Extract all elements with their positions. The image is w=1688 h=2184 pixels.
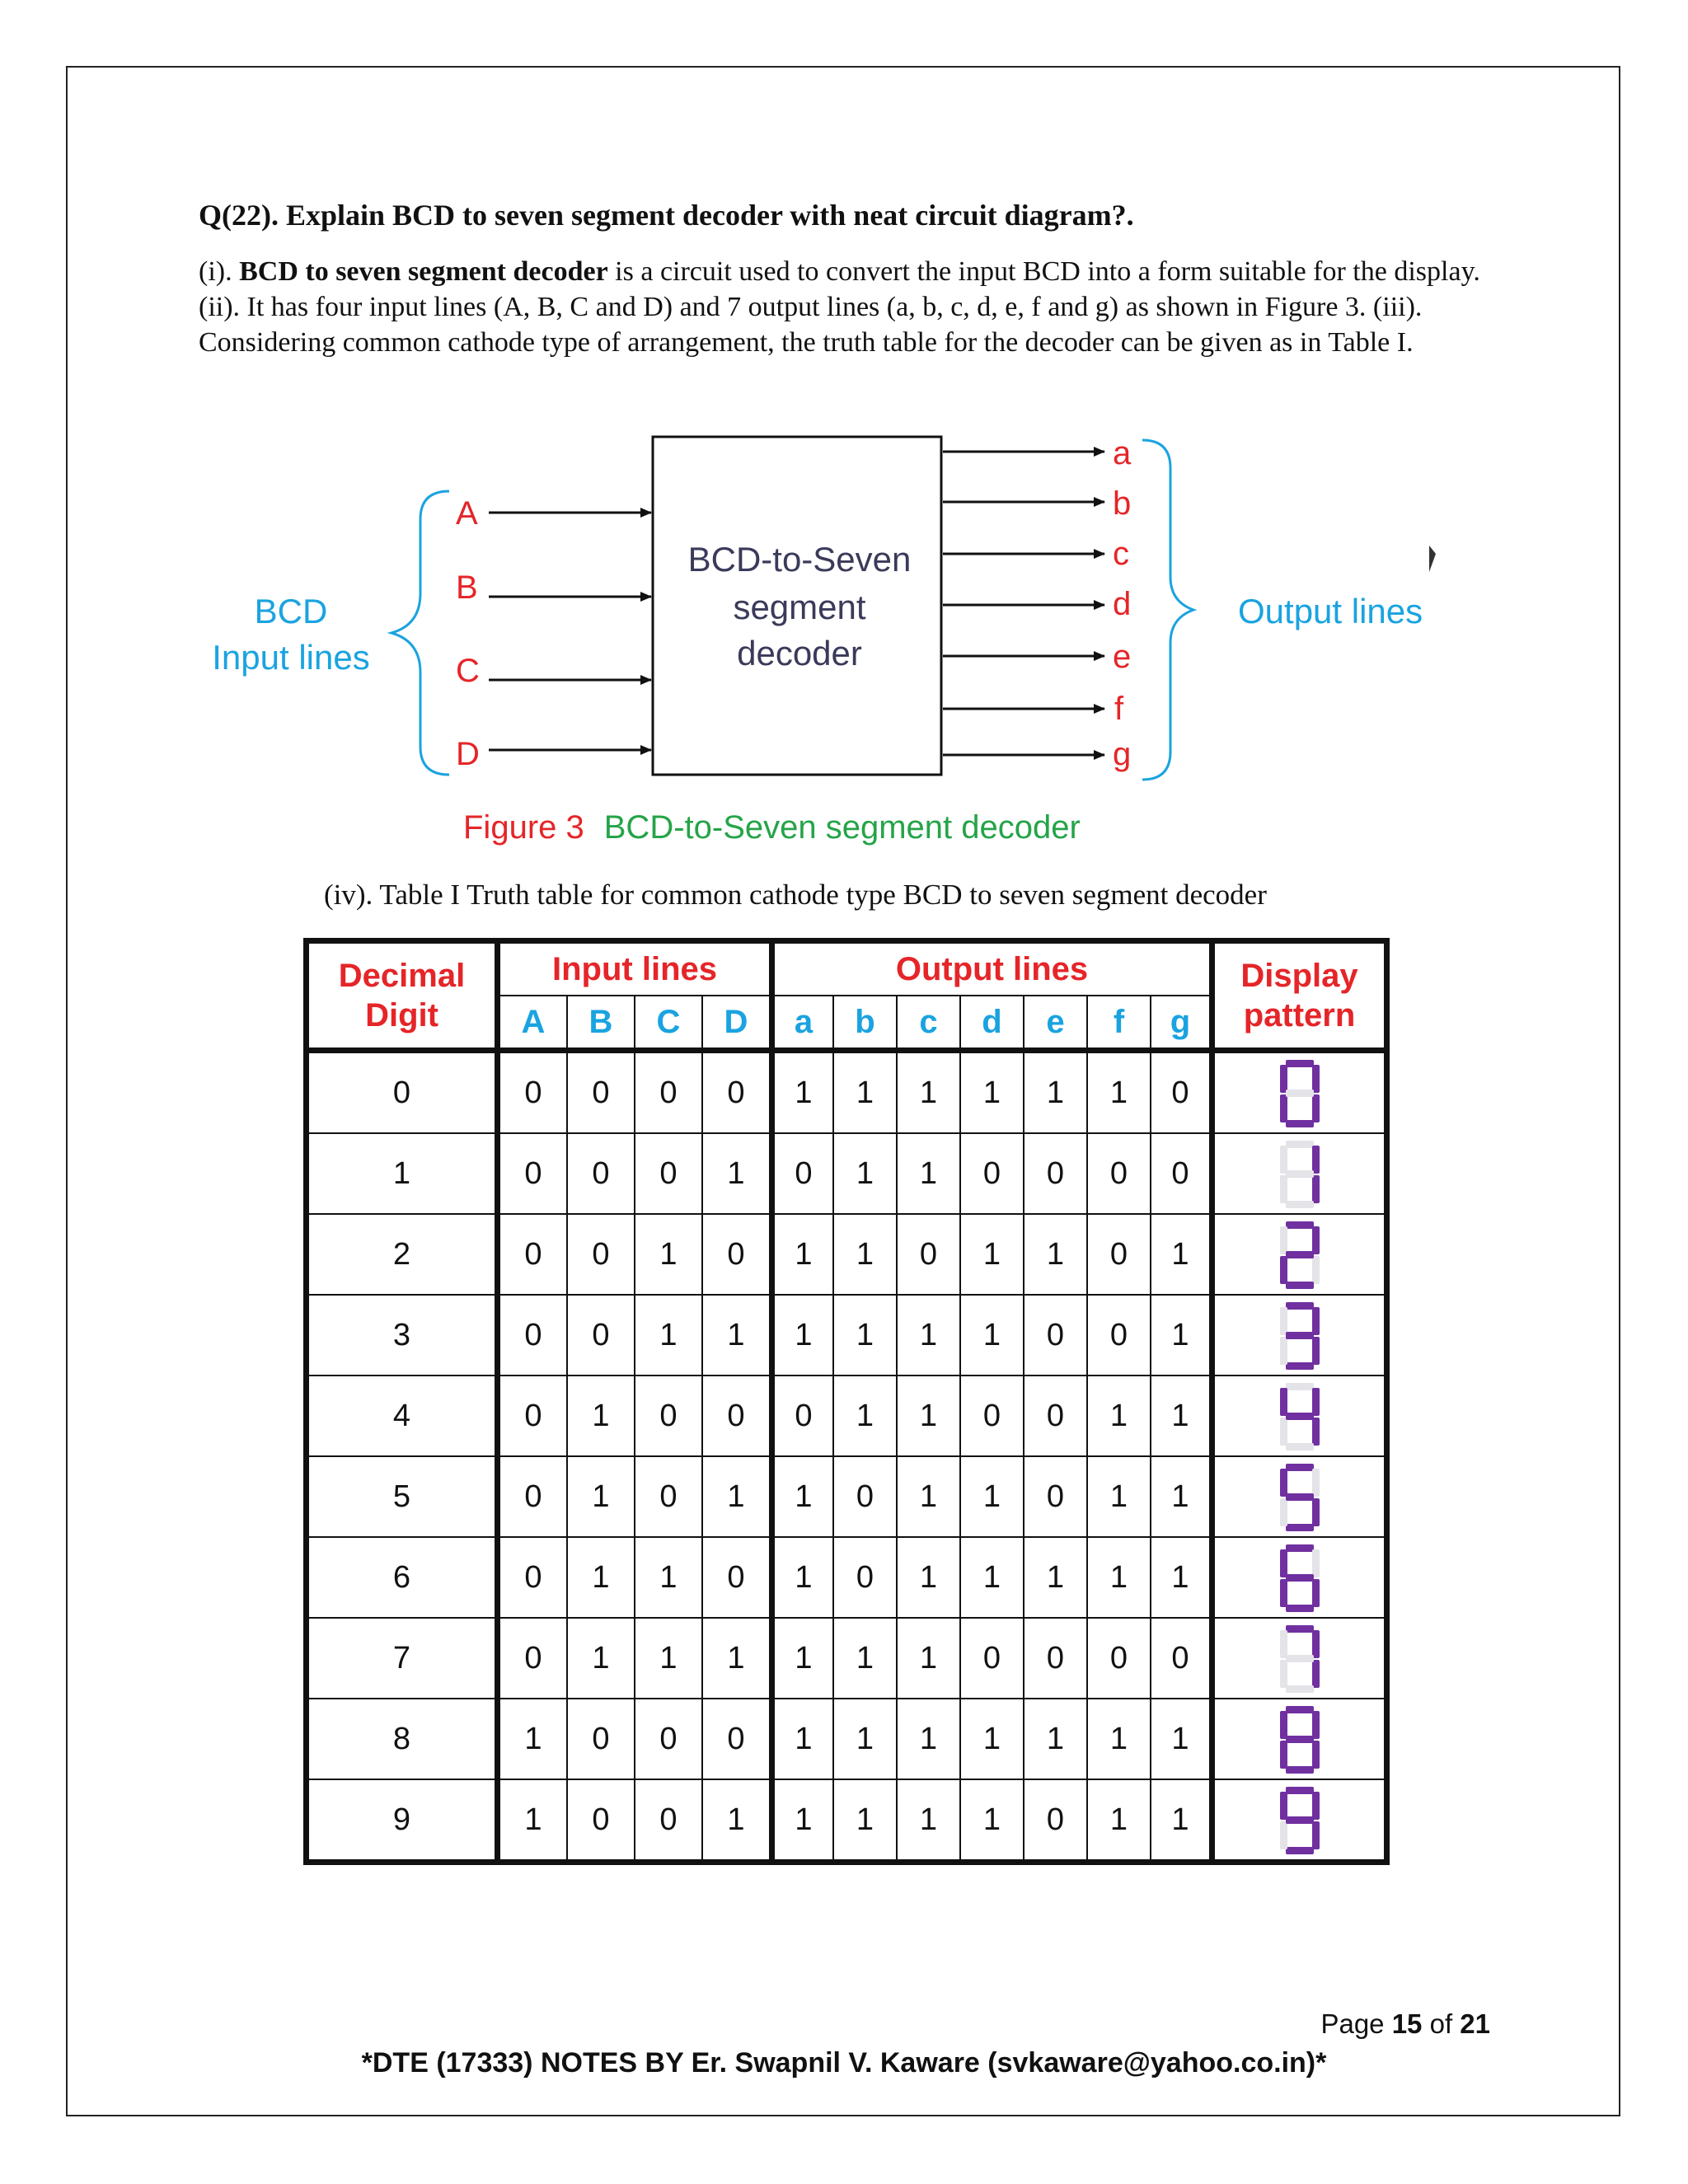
input-bit-cell: 0 — [498, 1537, 568, 1618]
output-bit-cell: 0 — [960, 1618, 1024, 1699]
decimal-digit-cell: 3 — [307, 1295, 498, 1376]
output-bit-cell: 1 — [772, 1214, 834, 1295]
output-bit-cell: 0 — [1087, 1618, 1151, 1699]
input-bit-cell: 0 — [498, 1376, 568, 1456]
output-bit-cell: 0 — [833, 1456, 897, 1537]
box-line-3: decoder — [737, 634, 862, 673]
table-row — [307, 1779, 1387, 1863]
output-label-d: d — [1113, 586, 1132, 622]
input-bit-cell: 0 — [567, 1779, 635, 1863]
page-number: Page 15 of 21 — [1320, 2008, 1490, 2039]
segment-c — [1312, 1741, 1320, 1769]
decimal-digit-cell: 0 — [307, 1051, 498, 1134]
segment-c — [1312, 1498, 1320, 1526]
segment-g — [1286, 1493, 1314, 1501]
display-pattern-cell — [1212, 1214, 1387, 1295]
output-bit-cell: 1 — [833, 1051, 897, 1134]
input-bit-cell: 0 — [498, 1618, 568, 1699]
segment-e — [1280, 1256, 1287, 1284]
box-line-2: segment — [733, 588, 866, 626]
output-bit-cell: 1 — [833, 1618, 897, 1699]
output-brace — [1142, 440, 1193, 780]
output-bit-cell: 0 — [1151, 1051, 1212, 1134]
question-title: Q(22). Explain BCD to seven segment decoder with neat circuit diagram?. — [199, 199, 1134, 232]
output-bit-cell: 1 — [897, 1376, 960, 1456]
output-bit-cell: 1 — [833, 1699, 897, 1779]
segment-e — [1280, 1498, 1287, 1526]
display-pattern-cell — [1212, 1779, 1387, 1863]
display-pattern-cell — [1212, 1618, 1387, 1699]
output-bit-cell: 1 — [1151, 1699, 1212, 1779]
segment-e — [1280, 1094, 1287, 1122]
footer-note: *DTE (17333) NOTES BY Er. Swapnil V. Kaware (svkaware@yahoo.co.in)* — [361, 2047, 1327, 2079]
output-bit-cell: 0 — [1087, 1133, 1151, 1214]
output-bit-cell: 1 — [772, 1537, 834, 1618]
segment-f — [1280, 1226, 1287, 1254]
seven-segment-glyph — [1279, 1381, 1320, 1451]
stray-mark — [1429, 546, 1436, 572]
decimal-digit-cell: 9 — [307, 1779, 498, 1863]
table-row — [307, 1376, 1387, 1456]
output-bit-cell: 1 — [960, 1537, 1024, 1618]
output-bit-cell: 1 — [1087, 1376, 1151, 1456]
col-g-lower: g — [1151, 996, 1212, 1051]
output-bit-cell: 1 — [772, 1295, 834, 1376]
input-label-a: A — [456, 495, 478, 532]
input-bit-cell: 0 — [635, 1456, 702, 1537]
output-bit-cell: 1 — [1087, 1537, 1151, 1618]
output-bit-cell: 1 — [960, 1699, 1024, 1779]
seven-segment-glyph — [1279, 1785, 1320, 1854]
output-bit-cell: 1 — [833, 1133, 897, 1214]
output-bit-cell: 1 — [960, 1051, 1024, 1134]
display-pattern-cell — [1212, 1051, 1387, 1134]
col-d-upper: D — [702, 996, 772, 1051]
input-bit-cell: 1 — [567, 1537, 635, 1618]
input-bit-cell: 0 — [498, 1214, 568, 1295]
input-bit-cell: 0 — [635, 1133, 702, 1214]
input-bit-cell: 0 — [567, 1214, 635, 1295]
output-bit-cell: 1 — [1087, 1779, 1151, 1863]
segment-f — [1280, 1146, 1287, 1174]
segment-c — [1312, 1337, 1320, 1365]
output-bit-cell: 1 — [772, 1618, 834, 1699]
input-bit-cell: 1 — [567, 1456, 635, 1537]
table-row — [307, 1051, 1387, 1134]
table-row — [307, 1699, 1387, 1779]
output-label-e: e — [1113, 639, 1132, 675]
seven-segment-glyph — [1279, 1139, 1320, 1208]
seven-segment-glyph — [1279, 1058, 1320, 1127]
input-bit-cell: 0 — [498, 1456, 568, 1537]
input-bit-cell: 1 — [498, 1779, 568, 1863]
output-bit-cell: 1 — [897, 1537, 960, 1618]
output-bit-cell: 0 — [897, 1214, 960, 1295]
segment-f — [1280, 1307, 1287, 1335]
output-bit-cell: 1 — [897, 1295, 960, 1376]
para-prefix: (i). — [199, 256, 240, 287]
segment-g — [1286, 1090, 1314, 1097]
truth-table — [303, 938, 1390, 1865]
input-bit-cell: 0 — [702, 1537, 772, 1618]
segment-d — [1286, 1362, 1314, 1370]
decimal-digit-cell: 5 — [307, 1456, 498, 1537]
output-bit-cell: 1 — [772, 1456, 834, 1537]
output-bit-cell: 1 — [897, 1779, 960, 1863]
segment-e — [1280, 1175, 1287, 1203]
segment-a — [1286, 1787, 1314, 1794]
display-pattern-cell — [1212, 1376, 1387, 1456]
output-bit-cell: 1 — [1087, 1699, 1151, 1779]
input-bit-cell: 0 — [635, 1699, 702, 1779]
output-label-b: b — [1113, 485, 1132, 522]
decimal-digit-cell: 2 — [307, 1214, 498, 1295]
display-pattern-cell — [1212, 1699, 1387, 1779]
segment-f — [1280, 1065, 1287, 1093]
output-bit-cell: 0 — [772, 1133, 834, 1214]
segment-d — [1286, 1282, 1314, 1289]
input-bit-cell: 0 — [702, 1699, 772, 1779]
segment-b — [1312, 1146, 1320, 1174]
segment-c — [1312, 1660, 1320, 1688]
output-bit-cell: 0 — [1151, 1618, 1212, 1699]
col-c-upper: C — [635, 996, 702, 1051]
output-bit-cell: 0 — [1087, 1214, 1151, 1295]
output-bit-cell: 1 — [833, 1376, 897, 1456]
para-bold-term: BCD to seven segment decoder — [239, 256, 608, 287]
output-bit-cell: 1 — [1024, 1214, 1087, 1295]
bcd-label-1: BCD — [254, 592, 328, 630]
output-label-c: c — [1113, 536, 1129, 572]
table-row — [307, 1618, 1387, 1699]
input-bit-cell: 1 — [498, 1699, 568, 1779]
input-bit-cell: 1 — [702, 1133, 772, 1214]
output-bit-cell: 1 — [1151, 1295, 1212, 1376]
output-bit-cell: 0 — [833, 1537, 897, 1618]
output-bit-cell: 1 — [772, 1051, 834, 1134]
segment-f — [1280, 1549, 1287, 1577]
segment-g — [1286, 1251, 1314, 1258]
segment-d — [1286, 1443, 1314, 1451]
output-bit-cell: 1 — [1151, 1537, 1212, 1618]
output-bit-cell: 1 — [897, 1618, 960, 1699]
output-bit-cell: 1 — [960, 1214, 1024, 1295]
col-b-lower: b — [833, 996, 897, 1051]
decimal-digit-cell: 8 — [307, 1699, 498, 1779]
box-line-1: BCD-to-Seven — [687, 540, 912, 579]
input-bit-cell: 0 — [567, 1051, 635, 1134]
segment-a — [1286, 1625, 1314, 1633]
table-row — [307, 1537, 1387, 1618]
input-label-c: C — [456, 653, 480, 689]
header-output-lines: Output lines — [772, 941, 1212, 996]
segment-g — [1286, 1170, 1314, 1178]
segment-b — [1312, 1792, 1320, 1820]
output-bit-cell: 1 — [897, 1133, 960, 1214]
seven-segment-glyph — [1279, 1220, 1320, 1289]
output-bit-cell: 1 — [1151, 1779, 1212, 1863]
output-bit-cell: 0 — [1024, 1456, 1087, 1537]
segment-a — [1286, 1221, 1314, 1229]
output-bit-cell: 1 — [1087, 1456, 1151, 1537]
output-bit-cell: 1 — [897, 1699, 960, 1779]
input-bit-cell: 0 — [498, 1295, 568, 1376]
segment-d — [1286, 1847, 1314, 1854]
segment-b — [1312, 1226, 1320, 1254]
seven-segment-glyph — [1279, 1543, 1320, 1612]
display-pattern-cell — [1212, 1537, 1387, 1618]
display-pattern-cell — [1212, 1133, 1387, 1214]
figure-title: BCD-to-Seven segment decoder — [603, 809, 1081, 846]
output-bit-cell: 1 — [1151, 1214, 1212, 1295]
segment-f — [1280, 1388, 1287, 1416]
segment-e — [1280, 1337, 1287, 1365]
output-bit-cell: 1 — [1024, 1051, 1087, 1134]
segment-d — [1286, 1201, 1314, 1208]
input-bit-cell: 0 — [498, 1051, 568, 1134]
input-bit-cell: 0 — [702, 1051, 772, 1134]
input-bit-cell: 0 — [635, 1779, 702, 1863]
input-lines — [456, 495, 651, 772]
bcd-label-2: Input lines — [212, 638, 370, 677]
table-row — [307, 1214, 1387, 1295]
input-bit-cell: 1 — [635, 1214, 702, 1295]
segment-b — [1312, 1711, 1320, 1739]
segment-d — [1286, 1524, 1314, 1531]
seven-segment-glyph — [1279, 1704, 1320, 1774]
segment-c — [1312, 1175, 1320, 1203]
segment-e — [1280, 1579, 1287, 1607]
segment-e — [1280, 1660, 1287, 1688]
decimal-digit-cell: 4 — [307, 1376, 498, 1456]
segment-c — [1312, 1821, 1320, 1849]
segment-c — [1312, 1256, 1320, 1284]
output-bit-cell: 0 — [960, 1133, 1024, 1214]
col-d-lower: d — [960, 996, 1024, 1051]
input-bit-cell: 1 — [702, 1456, 772, 1537]
input-bit-cell: 0 — [702, 1376, 772, 1456]
segment-e — [1280, 1741, 1287, 1769]
input-label-d: D — [456, 736, 480, 772]
output-bit-cell: 0 — [1087, 1295, 1151, 1376]
segment-g — [1286, 1332, 1314, 1339]
segment-e — [1280, 1821, 1287, 1849]
input-bit-cell: 1 — [635, 1295, 702, 1376]
col-c-lower: c — [897, 996, 960, 1051]
output-bit-cell: 1 — [897, 1051, 960, 1134]
input-bit-cell: 0 — [567, 1699, 635, 1779]
segment-b — [1312, 1307, 1320, 1335]
output-bit-cell: 1 — [897, 1456, 960, 1537]
input-bit-cell: 1 — [635, 1537, 702, 1618]
input-bit-cell: 0 — [567, 1133, 635, 1214]
segment-a — [1286, 1706, 1314, 1713]
output-bit-cell: 0 — [1024, 1133, 1087, 1214]
para-rest: is a circuit used to convert the input BCD into a form suitable for the display. (ii). It has four input lines (A, B, C and D) and 7 output lines (a, b, c, d, e, f and g) as shown in Figure 3. (iii). Considering common cathode type of arrangement, the truth table for the decoder can be given as in Table I. — [199, 256, 1480, 358]
segment-a — [1286, 1464, 1314, 1471]
segment-b — [1312, 1630, 1320, 1658]
table-row — [307, 1456, 1387, 1537]
output-lines — [943, 435, 1132, 772]
output-bit-cell: 1 — [772, 1779, 834, 1863]
segment-b — [1312, 1388, 1320, 1416]
seven-segment-glyph — [1279, 1462, 1320, 1531]
input-bit-cell: 0 — [567, 1295, 635, 1376]
input-bit-cell: 1 — [567, 1618, 635, 1699]
input-bit-cell: 1 — [702, 1618, 772, 1699]
decimal-digit-cell: 6 — [307, 1537, 498, 1618]
output-bit-cell: 0 — [960, 1376, 1024, 1456]
segment-c — [1312, 1094, 1320, 1122]
decimal-digit-cell: 7 — [307, 1618, 498, 1699]
input-bit-cell: 0 — [498, 1133, 568, 1214]
figure-caption — [463, 809, 1081, 846]
segment-c — [1312, 1418, 1320, 1446]
output-label-f: f — [1114, 691, 1124, 727]
table-row — [307, 1295, 1387, 1376]
segment-b — [1312, 1549, 1320, 1577]
output-bit-cell: 0 — [1024, 1779, 1087, 1863]
segment-d — [1286, 1766, 1314, 1774]
output-bit-cell: 1 — [960, 1779, 1024, 1863]
input-bit-cell: 1 — [567, 1376, 635, 1456]
output-bit-cell: 0 — [1024, 1618, 1087, 1699]
segment-g — [1286, 1816, 1314, 1824]
output-bit-cell: 1 — [1087, 1051, 1151, 1134]
output-bit-cell: 1 — [833, 1295, 897, 1376]
seven-segment-glyph — [1279, 1624, 1320, 1693]
table-row — [307, 1133, 1387, 1214]
segment-b — [1312, 1065, 1320, 1093]
output-bit-cell: 1 — [772, 1699, 834, 1779]
col-e-lower: e — [1024, 996, 1087, 1051]
output-bit-cell: 1 — [960, 1456, 1024, 1537]
segment-f — [1280, 1469, 1287, 1497]
segment-c — [1312, 1579, 1320, 1607]
segment-d — [1286, 1120, 1314, 1127]
segment-g — [1286, 1574, 1314, 1582]
input-brace — [392, 491, 449, 775]
output-bit-cell: 1 — [833, 1779, 897, 1863]
input-bit-cell: 0 — [702, 1214, 772, 1295]
segment-a — [1286, 1544, 1314, 1552]
header-display-pattern: Display pattern — [1212, 941, 1387, 1051]
output-lines-label: Output lines — [1238, 592, 1423, 630]
header-decimal-digit: Decimal Digit — [307, 941, 498, 1051]
output-bit-cell: 1 — [1024, 1537, 1087, 1618]
seven-segment-glyph — [1279, 1301, 1320, 1370]
segment-d — [1286, 1685, 1314, 1693]
segment-d — [1286, 1605, 1314, 1612]
segment-g — [1286, 1655, 1314, 1662]
segment-a — [1286, 1141, 1314, 1148]
segment-f — [1280, 1711, 1287, 1739]
segment-f — [1280, 1630, 1287, 1658]
col-a-lower: a — [772, 996, 834, 1051]
input-bit-cell: 0 — [635, 1376, 702, 1456]
decimal-digit-cell: 1 — [307, 1133, 498, 1214]
input-bit-cell: 1 — [702, 1779, 772, 1863]
segment-g — [1286, 1413, 1314, 1420]
output-bit-cell: 1 — [833, 1214, 897, 1295]
segment-b — [1312, 1469, 1320, 1497]
display-pattern-cell — [1212, 1456, 1387, 1537]
segment-g — [1286, 1736, 1314, 1743]
segment-a — [1286, 1060, 1314, 1067]
output-label-g: g — [1113, 736, 1132, 772]
figure-number: Figure 3 — [463, 809, 584, 846]
col-b-upper: B — [567, 996, 635, 1051]
output-bit-cell: 0 — [1024, 1376, 1087, 1456]
input-bit-cell: 1 — [702, 1295, 772, 1376]
input-label-b: B — [456, 569, 478, 606]
output-bit-cell: 1 — [1151, 1376, 1212, 1456]
input-bit-cell: 1 — [635, 1618, 702, 1699]
col-a-upper: A — [498, 996, 568, 1051]
display-pattern-cell — [1212, 1295, 1387, 1376]
segment-a — [1286, 1383, 1314, 1390]
output-bit-cell: 0 — [772, 1376, 834, 1456]
output-label-a: a — [1113, 435, 1132, 471]
segment-a — [1286, 1302, 1314, 1310]
output-bit-cell: 1 — [960, 1295, 1024, 1376]
output-bit-cell: 1 — [1151, 1456, 1212, 1537]
output-bit-cell: 1 — [1024, 1699, 1087, 1779]
col-f-lower: f — [1087, 996, 1151, 1051]
output-bit-cell: 0 — [1151, 1133, 1212, 1214]
header-input-lines: Input lines — [498, 941, 772, 996]
segment-f — [1280, 1792, 1287, 1820]
input-bit-cell: 0 — [635, 1051, 702, 1134]
table-caption: (iv). Table I Truth table for common cathode type BCD to seven segment decoder — [324, 879, 1267, 911]
output-bit-cell: 0 — [1024, 1295, 1087, 1376]
decoder-block-diagram — [0, 0, 1688, 857]
segment-e — [1280, 1418, 1287, 1446]
